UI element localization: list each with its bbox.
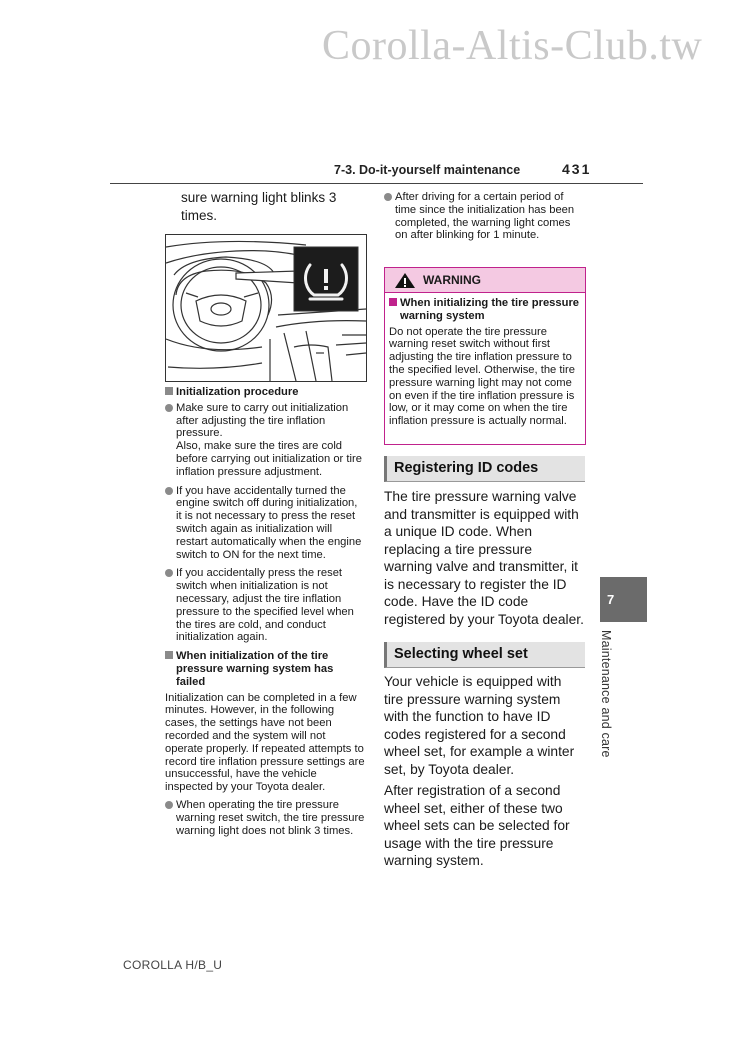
init-failed-bullet-1: When operating the tire pressure warning reset switch, the tire pressure warning light does not blink 3 times. (165, 799, 365, 837)
init-procedure-heading: Initialization procedure (165, 386, 365, 399)
square-bullet-icon (165, 651, 173, 659)
init-failed-paragraph: Initialization can be completed in a few minutes. However, in the following cases, the settings have not been recorded and the system will not operate properly. If repeated attempts to record tire inflation pressure settings are unsuccessful, have the vehicle inspected by your Toyota dealer. (165, 691, 365, 794)
chapter-label: Maintenance and care (599, 630, 613, 758)
selecting-paragraph-2: After registration of a second wheel set, either of these two wheel sets can be selected for usage with the tire pressure warning system. (384, 783, 570, 868)
selecting-text (384, 673, 584, 870)
watermark: Corolla-Altis-Club.tw (322, 23, 703, 69)
init-bullet-1: Make sure to carry out initialization after adjusting the tire inflation pressure. Also, make sure the tires are cold before carrying out initialization or tire inflation pressure adjustment. (165, 402, 365, 479)
footer-model: COROLLA H/B_U (123, 958, 223, 972)
square-bullet-icon (165, 387, 173, 395)
selecting-paragraph-1: Your vehicle is equipped with tire pressure warning system with the function to have ID codes registered for a second wheel set, for example a winter set, by Toyota dealer. (384, 674, 575, 777)
registering-text: The tire pressure warning valve and transmitter is equipped with a unique ID code. When replacing a tire pressure warning valve and transmitter, it is necessary to register the ID code. Have the ID code registered by your Toyota dealer. (384, 489, 584, 627)
selecting-heading: Selecting wheel set (384, 642, 585, 668)
left-column-text (165, 386, 365, 843)
init-failed-heading: When initialization of the tire pressure warning system has failed (165, 650, 365, 688)
warning-box (384, 267, 586, 445)
init-bullet-2: If you have accidentally turned the engine switch off during initialization, it is not necessary to press the reset switch again as initialization will restart automatically when the engine switch to ON for the next time. (165, 485, 365, 562)
section-title: 7-3. Do-it-yourself maintenance (334, 163, 521, 177)
square-bullet-icon (389, 298, 397, 306)
registering-heading: Registering ID codes (384, 456, 585, 482)
bullet-dot-icon (165, 801, 173, 809)
bullet-dot-icon (165, 487, 173, 495)
dashboard-illustration (165, 234, 367, 382)
bullet-dot-icon (165, 569, 173, 577)
warning-triangle-icon (394, 272, 416, 289)
chapter-tab: 7 (600, 577, 647, 622)
warning-header (385, 268, 585, 293)
bullet-dot-icon (384, 193, 392, 201)
page-number: 431 (562, 161, 592, 177)
warning-label: WARNING (423, 273, 481, 287)
warning-text: Do not operate the tire pressure warning reset switch without first adjusting the tire inflation pressure to the specified level. Otherwise, the tire pressure warning light may not come on even if the tire inflation pressure is low, or it may come on when the tire inflation pressure is actually normal. (389, 325, 575, 428)
intro-text: sure warning light blinks 3 times. (181, 190, 337, 223)
header-rule (110, 183, 643, 184)
top-bullet: After driving for a certain period of time since the initialization has been completed, the warning light comes on after blinking for 1 minute. (384, 191, 584, 248)
bullet-dot-icon (165, 404, 173, 412)
tire-pressure-warning-icon (298, 251, 354, 307)
warning-subtitle: When initializing the tire pressure warning system (389, 297, 581, 323)
init-bullet-3: If you accidentally press the reset switch when initialization is not necessary, adjust the tire inflation pressure to the specified level when the tires are cold, and conduct initialization again. (165, 567, 365, 644)
